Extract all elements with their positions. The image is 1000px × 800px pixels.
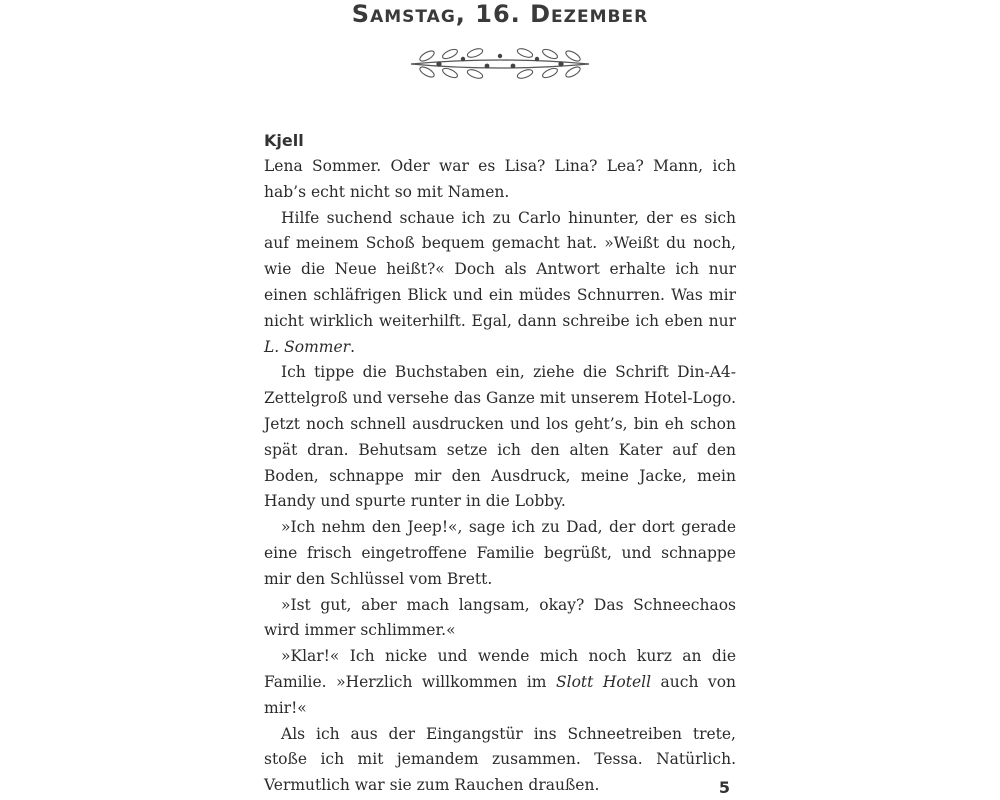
paragraph-text: Lena Sommer. Oder war es Lisa? Lina? Lea? Mann, ich hab’s echt nicht so mit Namen. [264, 157, 736, 201]
speaker-name: Kjell [264, 131, 304, 150]
paragraph [264, 360, 736, 515]
leaf-ornament-icon [405, 44, 595, 80]
paragraph [264, 515, 736, 592]
paragraph [264, 722, 736, 799]
paragraph-text: Ich tippe die Buchstaben ein, ziehe die Schrift Din-A4-Zettelgroß und versehe das Ganze mit unserem Hotel-Logo. Jetzt noch schnell ausdrucken und los geht’s, bin eh schon spät dran. Behutsam setze ich den alten Kater auf den Boden, schnappe mir den Ausdruck, meine Jacke, mein Handy und spurte runter in die Lobby. [264, 363, 736, 511]
paragraph-text: Hilfe suchend schaue ich zu Carlo hinunter, der es sich auf meinem Schoß bequem gemacht hat. »Weißt du noch, wie die Neue heißt?« Doch als Antwort erhalte ich nur einen schläfrigen Blick und ein müdes Schnurren. Was mir nicht wirklich weiterhilft. Egal, dann schreibe ich eben nur [264, 208, 736, 330]
paragraph-text: »Klar!« Ich nicke und wende mich noch kurz an die Familie. »Herzlich willkommen im [264, 647, 736, 691]
page-number: 5 [718, 778, 730, 797]
paragraph [264, 593, 736, 645]
paragraph [264, 644, 736, 721]
paragraph [264, 154, 736, 206]
emphasis-text: Slott Hotell [556, 672, 652, 691]
paragraph-text: auch von mir!« [264, 672, 737, 717]
paragraph-text: . [350, 337, 356, 356]
emphasis-text: L. Sommer [264, 337, 351, 356]
chapter-text [264, 128, 736, 799]
paragraph-text: »Ich nehm den Jeep!«, sage ich zu Dad, der dort gerade eine frisch eingetroffene Familie begrüßt, und schnappe mir den Schlüssel vom Brett. [264, 518, 736, 588]
paragraph-text: Als ich aus der Eingangstür ins Schneetreiben trete, stoße ich mit jemandem zusammen. Tessa. Natürlich. Vermutlich war sie zum Rauchen draußen. [264, 724, 736, 795]
chapter-title: Samstag, 16. Dezember [351, 0, 649, 28]
paragraph-text: »Ist gut, aber mach langsam, okay? Das Schneechaos wird immer schlimmer.« [264, 595, 736, 640]
paragraph [264, 206, 736, 361]
